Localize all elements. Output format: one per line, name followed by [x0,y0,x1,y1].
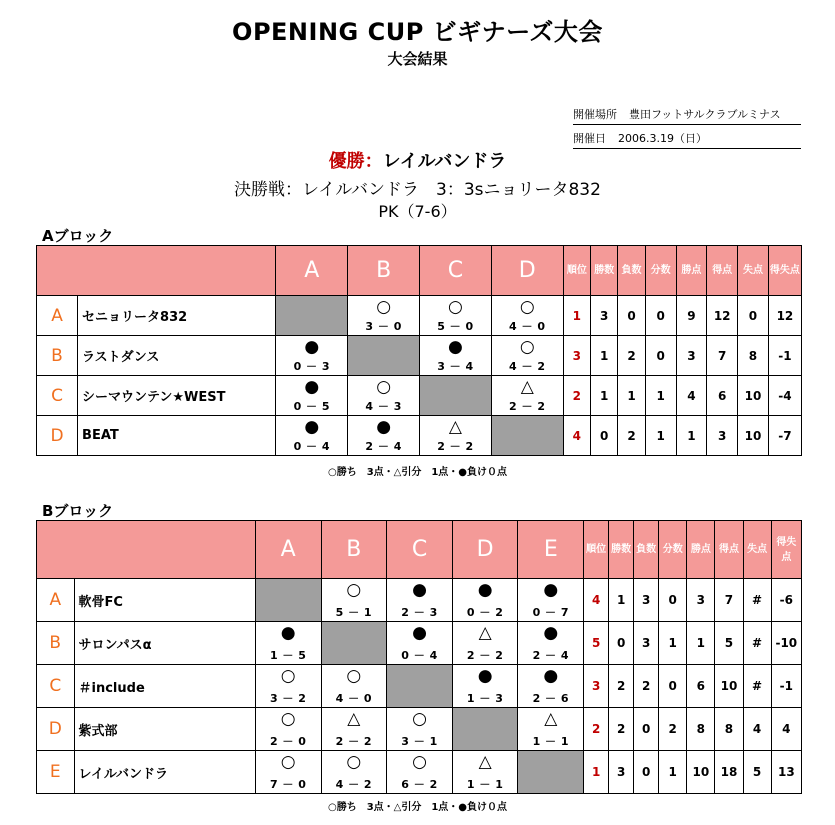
result-score: 2 － 6 [532,692,570,705]
result-symbol: ○ [519,297,535,317]
result-score: 4 － 0 [509,320,546,333]
result-cell [255,751,321,794]
stat-header-label: 順位 [586,544,607,555]
team-letter: B [37,622,75,665]
stat-cell: 5 [743,751,771,794]
stat-header-label: 負数 [621,265,642,276]
date-label: 開催日 [573,132,606,145]
result-cell [420,336,492,376]
pk-result: PK（7-6） [378,202,457,221]
stat-cell: 0 [609,622,634,665]
result-symbol: ○ [412,752,427,772]
col-header: D [452,521,518,579]
col-header: E [518,521,584,579]
result-cell [387,751,453,794]
col-header: A [276,246,348,296]
team-name: ＃include [74,665,255,708]
self-cell [276,296,348,336]
result-symbol: ○ [448,297,463,317]
block-b-title: Bブロック [42,502,114,520]
table-row [37,708,802,751]
result-score: 5 － 1 [335,606,373,619]
result-symbol: ● [543,623,559,643]
rank-cell: 4 [563,416,590,456]
team-name: シーマウンテン★WEST [78,376,276,416]
stat-cell: # [743,665,771,708]
stat-header [768,246,801,296]
stat-cell: 2 [609,708,634,751]
result-score: 0 － 3 [293,360,331,373]
result-symbol: ○ [280,709,296,729]
result-score: 0 － 4 [293,440,331,453]
stat-cell: 10 [687,751,715,794]
result-score: 0 － 5 [293,400,331,413]
block-a-title: Aブロック [42,227,114,245]
result-cell [387,579,453,622]
result-cell [276,416,348,456]
table-row [37,579,802,622]
block-b-table [36,520,802,794]
date-value: 2006.3.19（日） [618,132,707,145]
result-score: 3 － 1 [401,735,438,748]
stat-cell: 1 [591,336,618,376]
result-symbol: △ [520,377,534,397]
stat-header [618,246,645,296]
result-symbol: ○ [346,666,362,686]
result-score: 4 － 3 [365,400,402,413]
result-symbol: △ [478,623,492,643]
rank-cell: 3 [563,336,590,376]
stat-cell: 1 [687,622,715,665]
stat-cell: 12 [707,296,738,336]
result-symbol: △ [448,417,462,437]
table-row [37,622,802,665]
col-header: A [255,521,321,579]
result-symbol: △ [478,752,492,772]
result-cell [387,708,453,751]
result-score: 2 － 2 [437,440,474,453]
stat-header-label: 得失点 [769,265,800,276]
stat-cell: 0 [645,296,676,336]
rank-cell: 1 [563,296,590,336]
result-score: 3 － 4 [437,360,474,373]
result-cell [518,665,584,708]
winner-line [0,147,835,173]
result-cell [276,376,348,416]
result-cell [518,708,584,751]
result-symbol: ○ [519,337,535,357]
page-subtitle: 大会結果 [387,50,448,68]
result-symbol: ○ [376,377,392,397]
stat-cell: 1 [618,376,645,416]
result-score: 6 － 2 [401,778,438,791]
stat-header-label: 負数 [636,544,657,555]
stat-cell: 5 [715,622,743,665]
result-score: 2 － 2 [335,735,373,748]
result-symbol: ○ [280,752,296,772]
stat-cell: 0 [738,296,769,336]
result-cell [255,665,321,708]
rank-cell: 5 [584,622,609,665]
stat-cell: 1 [659,751,687,794]
stat-cell: 10 [738,376,769,416]
stat-header-label: 勝点 [690,544,711,555]
result-score: 2 － 4 [365,440,402,453]
stat-header [707,246,738,296]
result-symbol: ● [477,666,493,686]
self-cell [387,665,453,708]
col-header: C [420,246,492,296]
stat-cell: 3 [707,416,738,456]
result-cell [255,622,321,665]
result-cell [420,416,492,456]
result-symbol: ● [543,580,559,600]
stat-header-label: 得失点 [776,536,797,563]
stat-header-label: 分数 [650,265,671,276]
stat-cell: 8 [738,336,769,376]
block-b-legend: ○勝ち 3点・△引分 1点・●負け０点 [327,802,508,813]
self-cell [321,622,387,665]
result-cell [276,336,348,376]
stat-header [591,246,618,296]
stat-cell: -4 [768,376,801,416]
self-cell [348,336,420,376]
result-symbol: ● [304,377,320,397]
stat-header [584,521,609,579]
result-symbol: ○ [346,580,362,600]
page-title: OPENING CUP ビギナーズ大会 [232,18,603,46]
result-symbol: ● [412,623,427,643]
result-symbol: ● [304,337,320,357]
result-score: 1 － 1 [532,735,570,748]
col-header: C [387,521,453,579]
team-letter: B [37,336,78,376]
stat-cell: -1 [768,336,801,376]
stat-header-label: 勝数 [594,265,615,276]
result-symbol: ○ [280,666,296,686]
result-score: 1 － 5 [269,649,307,662]
stat-cell: 8 [715,708,743,751]
block-a-table [36,245,802,456]
result-symbol: △ [544,709,558,729]
result-symbol: ● [412,580,427,600]
rank-cell: 2 [584,708,609,751]
stat-cell: 7 [707,336,738,376]
self-cell [491,416,563,456]
result-score: 4 － 2 [335,778,373,791]
result-score: 3 － 0 [365,320,402,333]
stat-header-label: 得点 [718,544,739,555]
table-row [37,296,802,336]
result-cell [348,296,420,336]
team-name: 紫式部 [74,708,255,751]
stat-cell: 0 [659,665,687,708]
stat-cell: 0 [618,296,645,336]
result-score: 1 － 1 [466,778,504,791]
stat-cell: 0 [634,708,659,751]
stat-cell: -10 [771,622,801,665]
venue-value: 豊田フットサルクラブルミナス [629,108,781,121]
result-score: 0 － 2 [466,606,504,619]
stat-cell: 1 [609,579,634,622]
result-symbol: ● [448,337,463,357]
result-cell [491,376,563,416]
rank-cell: 1 [584,751,609,794]
result-symbol: △ [347,709,361,729]
stat-cell: -1 [771,665,801,708]
stat-cell: 3 [591,296,618,336]
stat-header [715,521,743,579]
team-letter: D [37,708,75,751]
stat-cell: 4 [676,376,707,416]
stat-header [738,246,769,296]
stat-header-label: 失点 [742,265,763,276]
stat-cell: 0 [659,579,687,622]
result-cell [452,579,518,622]
team-name: レイルバンドラ [74,751,255,794]
stat-cell: 2 [618,336,645,376]
rank-cell: 3 [584,665,609,708]
stat-cell: 6 [707,376,738,416]
team-letter: C [37,376,78,416]
result-cell [321,751,387,794]
stat-cell: 2 [609,665,634,708]
stat-cell: 10 [715,665,743,708]
self-cell [255,579,321,622]
stat-header-label: 勝点 [681,265,702,276]
result-cell [387,622,453,665]
stat-header [687,521,715,579]
stat-header-label: 得点 [712,265,733,276]
result-cell [321,579,387,622]
team-name: セニョリータ832 [78,296,276,336]
result-score: 3 － 2 [269,692,307,705]
stat-cell: 13 [771,751,801,794]
stat-header [563,246,590,296]
stat-cell: 6 [687,665,715,708]
final-match: 決勝戦：レイルバンドラ 3：3sニョリータ832 [234,180,601,200]
result-score: 4 － 0 [335,692,373,705]
team-letter: C [37,665,75,708]
stat-cell: 1 [645,376,676,416]
stat-cell: 2 [634,665,659,708]
stat-cell: # [743,579,771,622]
result-cell [491,336,563,376]
col-header: B [348,246,420,296]
result-symbol: ● [376,417,392,437]
stat-cell: 1 [676,416,707,456]
result-cell [518,622,584,665]
result-symbol: ○ [412,709,427,729]
self-cell [452,708,518,751]
col-header: D [491,246,563,296]
result-symbol: ● [543,666,559,686]
result-score: 0 － 7 [532,606,570,619]
header-row [37,521,802,579]
stat-cell: 0 [591,416,618,456]
result-cell [348,376,420,416]
result-score: 7 － 0 [269,778,307,791]
stat-header [676,246,707,296]
stat-cell: 12 [768,296,801,336]
table-row [37,751,802,794]
header-blank [37,246,276,296]
rank-cell: 4 [584,579,609,622]
result-score: 5 － 0 [437,320,474,333]
result-cell [255,708,321,751]
result-score: 2 － 4 [532,649,570,662]
team-letter: A [37,296,78,336]
stat-cell: 3 [634,579,659,622]
result-symbol: ● [304,417,320,437]
result-symbol: ○ [376,297,392,317]
col-header: B [321,521,387,579]
stat-cell: 2 [659,708,687,751]
stat-cell: 0 [645,336,676,376]
stat-cell: 7 [715,579,743,622]
team-name: BEAT [78,416,276,456]
team-letter: D [37,416,78,456]
stat-header-label: 失点 [747,544,768,555]
stat-cell: 3 [676,336,707,376]
stat-cell: 1 [591,376,618,416]
result-symbol: ● [477,580,493,600]
stat-header [609,521,634,579]
stat-cell: 4 [771,708,801,751]
stat-cell: 9 [676,296,707,336]
result-symbol: ○ [346,752,362,772]
stat-cell: 3 [687,579,715,622]
stat-header-label: 順位 [566,265,587,276]
result-cell [491,296,563,336]
stat-cell: 8 [687,708,715,751]
result-cell [518,579,584,622]
table-row [37,376,802,416]
result-cell [452,665,518,708]
stat-cell: -6 [771,579,801,622]
stat-cell: 1 [645,416,676,456]
stat-cell: # [743,622,771,665]
result-score: 2 － 2 [466,649,504,662]
result-symbol: ● [280,623,296,643]
team-name: ラストダンス [78,336,276,376]
block-a-legend: ○勝ち 3点・△引分 1点・●負け０点 [327,467,508,478]
stat-cell: 1 [659,622,687,665]
result-score: 2 － 2 [509,400,546,413]
result-score: 2 － 0 [269,735,307,748]
winner-team: レイルバンドラ [382,151,507,172]
stat-cell: 10 [738,416,769,456]
table-row [37,665,802,708]
stat-cell: 3 [609,751,634,794]
team-name: サロンパスα [74,622,255,665]
stat-header [659,521,687,579]
stat-header-label: 勝数 [611,544,632,555]
result-cell [420,296,492,336]
venue-line [573,106,801,125]
header-row [37,246,802,296]
stat-cell: 2 [618,416,645,456]
result-score: 2 － 3 [401,606,438,619]
stat-header [743,521,771,579]
stat-cell: 0 [634,751,659,794]
result-score: 4 － 2 [509,360,546,373]
header-blank [37,521,256,579]
stat-header [645,246,676,296]
stat-header [771,521,801,579]
table-row [37,336,802,376]
result-cell [452,622,518,665]
result-cell [321,665,387,708]
result-cell [452,751,518,794]
self-cell [420,376,492,416]
stat-cell: 3 [634,622,659,665]
team-letter: A [37,579,75,622]
rank-cell: 2 [563,376,590,416]
venue-label: 開催場所 [573,108,617,121]
result-cell [348,416,420,456]
stat-cell: -7 [768,416,801,456]
winner-label: 優勝： [328,151,383,172]
team-name: 軟骨FC [74,579,255,622]
stat-cell: 18 [715,751,743,794]
stat-header [634,521,659,579]
result-score: 1 － 3 [466,692,504,705]
result-cell [321,708,387,751]
table-row [37,416,802,456]
self-cell [518,751,584,794]
team-letter: E [37,751,75,794]
result-score: 0 － 4 [401,649,438,662]
stat-cell: 4 [743,708,771,751]
stat-header-label: 分数 [662,544,683,555]
